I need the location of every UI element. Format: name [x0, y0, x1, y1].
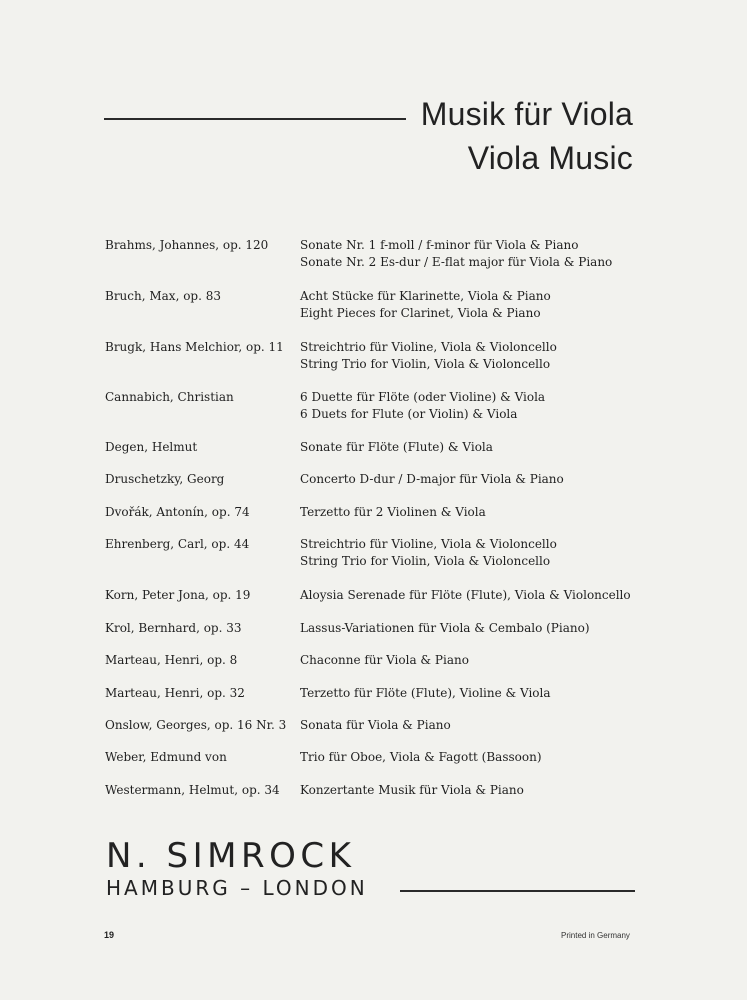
work-title: Chaconne für Viola & Piano — [300, 653, 469, 667]
work-title: String Trio for Violin, Viola & Violoncello — [300, 357, 551, 371]
work-title: Sonate Nr. 2 Es-dur / E-flat major für Viola & Piano — [300, 255, 613, 269]
composer-name: Bruch, Max, op. 83 — [105, 289, 222, 303]
work-title: 6 Duets for Flute (or Violin) & Viola — [300, 407, 518, 421]
work-title: Terzetto für Flöte (Flute), Violine & Viola — [300, 686, 551, 700]
work-title: Eight Pieces for Clarinet, Viola & Piano — [300, 306, 541, 320]
composer-name: Korn, Peter Jona, op. 19 — [105, 588, 251, 602]
work-title: Konzertante Musik für Viola & Piano — [300, 783, 524, 797]
work-title: Streichtrio für Violine, Viola & Violoncello — [300, 340, 557, 354]
work-title: Sonata für Viola & Piano — [300, 718, 451, 732]
work-list — [300, 685, 551, 702]
work-title: Lassus-Variationen für Viola & Cembalo (Piano) — [300, 621, 590, 635]
work-title: Streichtrio für Violine, Viola & Violoncello — [300, 537, 557, 551]
composer-name: Krol, Bernhard, op. 33 — [105, 621, 242, 635]
composer-name: Degen, Helmut — [105, 440, 198, 454]
work-title: Terzetto für 2 Violinen & Viola — [300, 505, 486, 519]
work-list — [300, 749, 542, 766]
work-list — [300, 652, 469, 669]
work-list — [300, 782, 524, 799]
work-list — [300, 288, 551, 322]
composer-name: Onslow, Georges, op. 16 Nr. 3 — [105, 718, 287, 732]
work-list — [300, 439, 493, 456]
work-title: Aloysia Serenade für Flöte (Flute), Viola & Violoncello — [300, 588, 631, 602]
page-number: 19 — [104, 930, 115, 940]
work-title: Acht Stücke für Klarinette, Viola & Piano — [300, 289, 551, 303]
composer-name: Ehrenberg, Carl, op. 44 — [105, 537, 250, 551]
work-list — [300, 471, 564, 488]
page-title-english: Viola Music — [467, 140, 633, 176]
work-title: String Trio for Violin, Viola & Violoncello — [300, 554, 551, 568]
work-title: Sonate für Flöte (Flute) & Viola — [300, 440, 493, 454]
publisher-cities: HAMBURG – LONDON — [106, 876, 368, 900]
work-list — [300, 620, 590, 637]
composer-name: Marteau, Henri, op. 32 — [105, 686, 245, 700]
header-rule — [104, 118, 406, 120]
work-list — [300, 504, 486, 521]
composer-name: Marteau, Henri, op. 8 — [105, 653, 238, 667]
work-title: 6 Duette für Flöte (oder Violine) & Viola — [300, 390, 546, 404]
composer-name: Dvořák, Antonín, op. 74 — [105, 505, 250, 519]
work-title: Concerto D-dur / D-major für Viola & Piano — [300, 472, 564, 486]
composer-name: Druschetzky, Georg — [105, 472, 225, 486]
composer-name: Brahms, Johannes, op. 120 — [105, 238, 269, 252]
printed-in-note: Printed in Germany — [561, 931, 630, 940]
work-title: Sonate Nr. 1 f-moll / f-minor für Viola & Piano — [300, 238, 579, 252]
work-list — [300, 339, 557, 373]
publisher-name: N. SIMROCK — [106, 836, 356, 876]
work-list — [300, 389, 545, 423]
page-title-german: Musik für Viola — [420, 96, 633, 132]
composer-name: Brugk, Hans Melchior, op. 11 — [105, 340, 284, 354]
work-list — [300, 587, 631, 604]
composer-name: Weber, Edmund von — [105, 750, 227, 764]
work-title: Trio für Oboe, Viola & Fagott (Bassoon) — [300, 750, 542, 764]
work-list — [300, 717, 451, 734]
footer-rule — [400, 890, 635, 892]
composer-name: Cannabich, Christian — [105, 390, 234, 404]
composer-name: Westermann, Helmut, op. 34 — [105, 783, 280, 797]
work-list — [300, 536, 557, 570]
work-list — [300, 237, 612, 271]
